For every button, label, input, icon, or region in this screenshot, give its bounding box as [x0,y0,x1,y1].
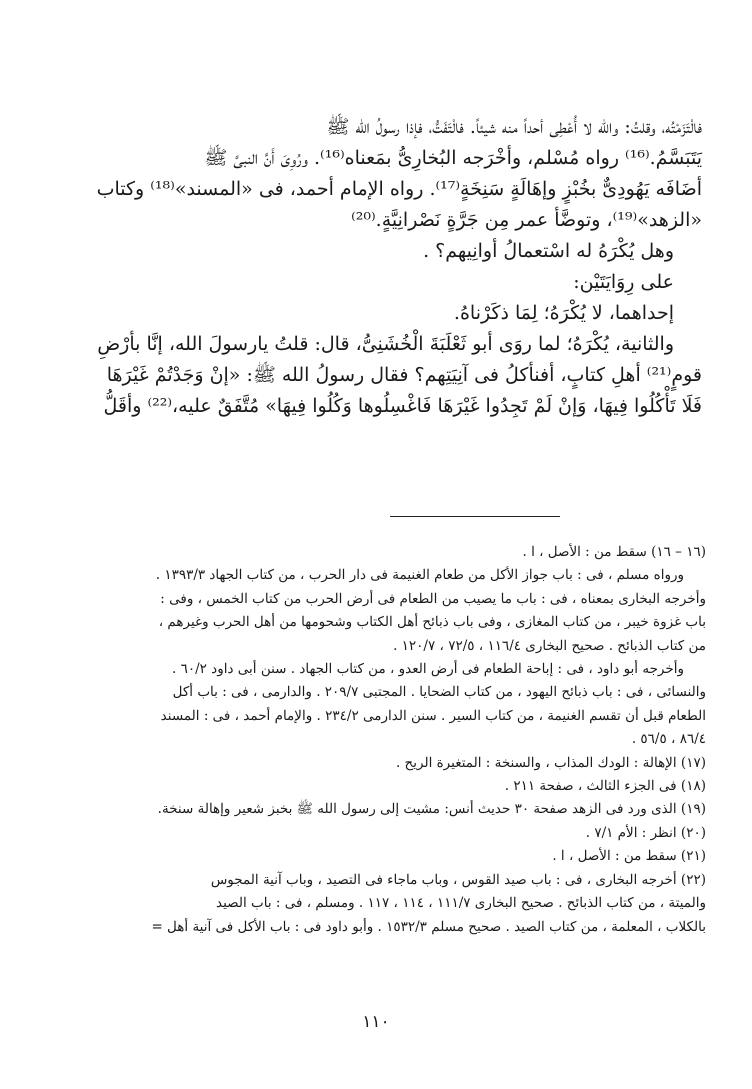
footnote-line: بالكلاب ، المعلمة ، من كتاب الصيد . صحيح مسلم ١٥٣٢/٣ . وأبو داود فى : باب الأكل فى آنية أهل = [151,918,706,935]
page-number: ١١٠ [362,1012,390,1032]
footnote-line: والميتة ، من كتاب الذبائح . صحيح البخارى ١١١/٧ ، ١١٤ ، ١١٧ . ومسلم ، فى : باب الصيد [216,895,706,912]
footnote-line: (٢٠) انظر : الأم ٧/١ . [585,824,706,841]
text-line: وهل يُكْرَهُ له اسْتعمالُ أوانِيهم؟ . [423,240,674,262]
text-line: إحداهما، لا يُكْرَهُ؛ لِمَا ذكَرْناهُ. [453,302,674,324]
footnote-line: والنسائى ، فى : باب ذبائح اليهود ، من كتاب الضحايا . المجتبى ٢٠٩/٧ . والدارمى ، فى : باب أكل [172,684,706,701]
text-line: على رِوَايَتَيْن: [573,271,674,293]
footnotes-block [44,541,706,939]
footnote-line: وأخرجه أبو داود ، فى : إباحة الطعام فى أرض العدو ، من كتاب الجهاد . سنن أبى داود ٦٠/٢ . [171,661,684,678]
text-line: قومٍ⁽²¹⁾ أهلِ كتابٍ، أفنأكلُ فى آنِيَتِهم؟ فقال رسولُ الله ﷺ: «إنْ وَجَدْتُمْ غَيْرَهَا [106,364,702,386]
footnote-line: وأخرجه البخارى بمعناه ، فى : باب ما يصيب من الطعام فى أرض الحرب من كتاب الخمس ، وفى : [160,590,706,607]
footnote-line: من كتاب الذبائح . صحيح البخارى ١١٦/٤ ، ٧٢/٥ ، ١٢٠/٧ . [393,637,706,654]
footnote-line: باب غزوة خيبر ، من كتاب المغازى ، وفى باب ذبائح أهل الكتاب وشحومها من أهل الحرب وغيرهم ، [158,614,706,631]
text-line: فَلَا تَأْكُلُوا فِيهَا، وَإنْ لَمْ تَجِدُوا غَيْرَهَا فَاغْسِلُوها وَكُلُوا فِيهَا» مُتَّفَقٌ عليه،⁽²²⁾ وأقَلُّ [103,395,702,417]
footnote-line: ورواه مسلم ، فى : باب جواز الأكل من طعام الغنيمة فى دار الحرب ، من كتاب الجهاد ١٣٩٣/٣ . [155,567,684,584]
footnote-line: (١٦ – ١٦) سقط من : الأصل ، ا . [522,544,706,560]
text-line: والثانية، يُكْرَهُ؛ لما روَى أبو ثَعْلَبَةَ الْخُشَنِىُّ، قال: قلتُ يارسولَ الله، إنَّا بأرْضِ [97,333,674,355]
text-line: فالْتَزَمْتُه، وقلتُ: والله لا أُعْطِى أحداً منه شيئاً. فالْتَفَتُّ، فإذا رسولُ الله ﷺ [326,116,702,138]
footnote-line: الطعام قبل أن تقسم الغنيمة ، من كتاب السير . سنن الدارمى ٢٣٤/٢ . والإمام أحمد ، فى : المسند [160,707,706,724]
footnote-line: (٢٢) أخرجه البخارى ، فى : باب صيد القوس ، وباب ماجاء فى التصيد ، وباب آنية المجوس [210,871,706,888]
footnote-line: ٨٦/٤ ، ٥٦/٥ . [631,731,706,748]
footnote-line: (٢١) سقط من : الأصل ، ا . [552,848,706,865]
footnote-separator [390,516,560,517]
footnote-line: (١٧) الإهالة : الودك المذاب ، والسنخة : المتغيرة الريح . [395,754,706,771]
text-line: «الزهد»⁽¹⁹⁾، وتوضَّأ عمر مِن جَرَّةٍ نَصْرانِيَّةٍ.⁽²⁰⁾ [351,209,702,231]
text-line: يَتَبَسَّمُ.⁽¹⁶⁾ رواه مُسْلم، وأخْرَجه البُخارِىُّ بمَعناه⁽¹⁶⁾. ورُوِىَ أَنَّ النبىَّ ﷺ [204,147,702,169]
text-line: أضَافَه يَهُودِىٌّ بخُبْزٍ وإهَالَةٍ سَنِخَةٍ⁽¹⁷⁾. رواه الإمام أحمد، فى «المسند»⁽¹⁸⁾ وكتاب [96,178,702,200]
main-text-block [56,112,702,422]
footnote-line: (١٨) فى الجزء الثالث ، صفحة ٢١١ . [504,778,706,795]
footnote-line: (١٩) الذى ورد فى الزهد صفحة ٣٠ حديث أنس: مشيت إلى رسول الله ﷺ بخبز شعير وإهالة سنخة. [157,801,706,818]
